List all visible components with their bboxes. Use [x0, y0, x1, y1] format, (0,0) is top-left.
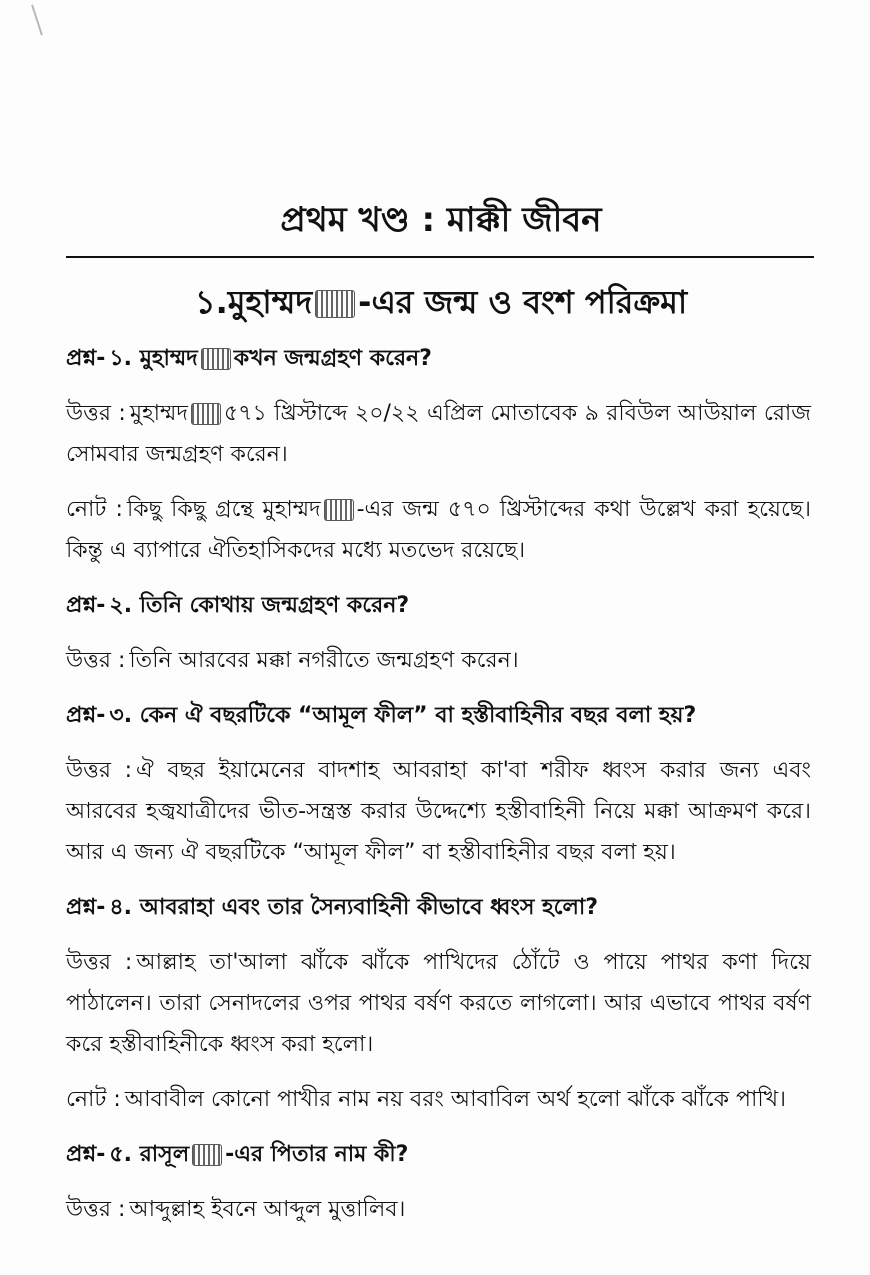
note-1 — [66, 489, 811, 571]
answer-text-start: মুহাম্মদ — [129, 401, 188, 426]
chapter-title-start: ১.মুহাম্মদ — [194, 283, 313, 321]
chapter-title — [66, 280, 816, 324]
question-text: ৪. আবরাহা এবং তার সৈন্যবাহিনী কীভাবে ধ্বংস হলো? — [109, 895, 598, 920]
answer-text: ঐ বছর ইয়ামেনের বাদশাহ আবরাহা কা'বা শরীফ ধ্বংস করার জন্য এবং আরবের হজ্বযাত্রীদের ভীত-সন্ত্রস্ত করার উদ্দেশ্যে হস্তীবাহিনী নিয়ে মক্কা আক্রমণ করে। আর এ জন্য ঐ বছরটিকে “আমূল ফীল” বা হস্তীবাহিনীর বছর বলা হয়। — [66, 758, 811, 865]
answer-label: উত্তর : — [66, 758, 133, 783]
question-label: প্রশ্ন- — [66, 895, 106, 920]
question-label: প্রশ্ন- — [66, 346, 106, 371]
qa-content — [66, 338, 811, 1244]
note-label: নোট : — [66, 1087, 121, 1112]
answer-label: উত্তর : — [66, 648, 126, 673]
answer-text: আব্দুল্লাহ ইবনে আব্দুল মুত্তালিব। — [129, 1197, 406, 1222]
answer-3 — [66, 750, 811, 873]
answer-text-end: ৫৭১ খ্রিস্টাব্দে ২০/২২ এপ্রিল মোতাবেক ৯ রবিউল আউয়াল রোজ সোমবার জন্মগ্রহণ করেন। — [66, 401, 811, 467]
title-divider — [66, 256, 814, 258]
answer-label: উত্তর : — [66, 950, 133, 975]
salutation-calligraphy-icon — [201, 348, 231, 370]
question-2 — [66, 585, 811, 626]
question-label: প্রশ্ন- — [66, 593, 106, 618]
answer-4 — [66, 942, 811, 1065]
note-label: নোট : — [66, 497, 123, 522]
answer-5 — [66, 1189, 811, 1230]
question-text-start: ৫. রাসূল — [109, 1142, 190, 1167]
answer-1 — [66, 393, 811, 475]
part-title: প্রথম খণ্ড : মাক্কী জীবন — [280, 200, 602, 240]
question-4 — [66, 887, 811, 928]
chapter-title-end: -এর জন্ম ও বংশ পরিক্রমা — [358, 283, 688, 321]
answer-text: তিনি আরবের মক্কা নগরীতে জন্মগ্রহণ করেন। — [129, 648, 519, 673]
note-4 — [66, 1079, 811, 1120]
question-3 — [66, 695, 811, 736]
salutation-calligraphy-icon — [191, 403, 221, 425]
question-text: ৩. কেন ঐ বছরটিকে “আমূল ফীল” বা হস্তীবাহিনীর বছর বলা হয়? — [109, 703, 697, 728]
question-label: প্রশ্ন- — [66, 1142, 106, 1167]
note-text-start: কিছু কিছু গ্রন্থে মুহাম্মদ — [126, 497, 321, 522]
question-5 — [66, 1134, 811, 1175]
answer-text: আল্লাহ তা'আলা ঝাঁকে ঝাঁকে পাখিদের ঠোঁটে ও পায়ে পাথর কণা দিয়ে পাঠালেন। তারা সেনাদলের ওপর পাথর বর্ষণ করতে লাগলো। আর এভাবে পাথর বর্ষণ করে হস্তীবাহিনীকে ধ্বংস করা হলো। — [66, 950, 811, 1057]
note-text-end: -এর জন্ম ৫৭০ খ্রিস্টাব্দের কথা উল্লেখ করা হয়েছে। কিন্তু এ ব্যাপারে ঐতিহাসিকদের মধ্যে মতভেদ রয়েছে। — [66, 497, 811, 563]
question-text-end: -এর পিতার নাম কী? — [225, 1142, 409, 1167]
question-1 — [66, 338, 811, 379]
page-edge-mark — [31, 4, 43, 35]
question-text-end: কখন জন্মগ্রহণ করেন? — [233, 346, 432, 371]
salutation-calligraphy-icon — [324, 499, 354, 521]
answer-2 — [66, 640, 811, 681]
question-text: ২. তিনি কোথায় জন্মগ্রহণ করেন? — [109, 593, 410, 618]
question-label: প্রশ্ন- — [66, 703, 106, 728]
note-text: আবাবীল কোনো পাখীর নাম নয় বরং আবাবিল অর্থ হলো ঝাঁকে ঝাঁকে পাখি। — [124, 1087, 786, 1112]
question-text-start: ১. মুহাম্মদ — [109, 346, 198, 371]
answer-label: উত্তর : — [66, 401, 126, 426]
salutation-calligraphy-icon — [315, 290, 355, 318]
answer-label: উত্তর : — [66, 1197, 126, 1222]
salutation-calligraphy-icon — [192, 1144, 222, 1166]
